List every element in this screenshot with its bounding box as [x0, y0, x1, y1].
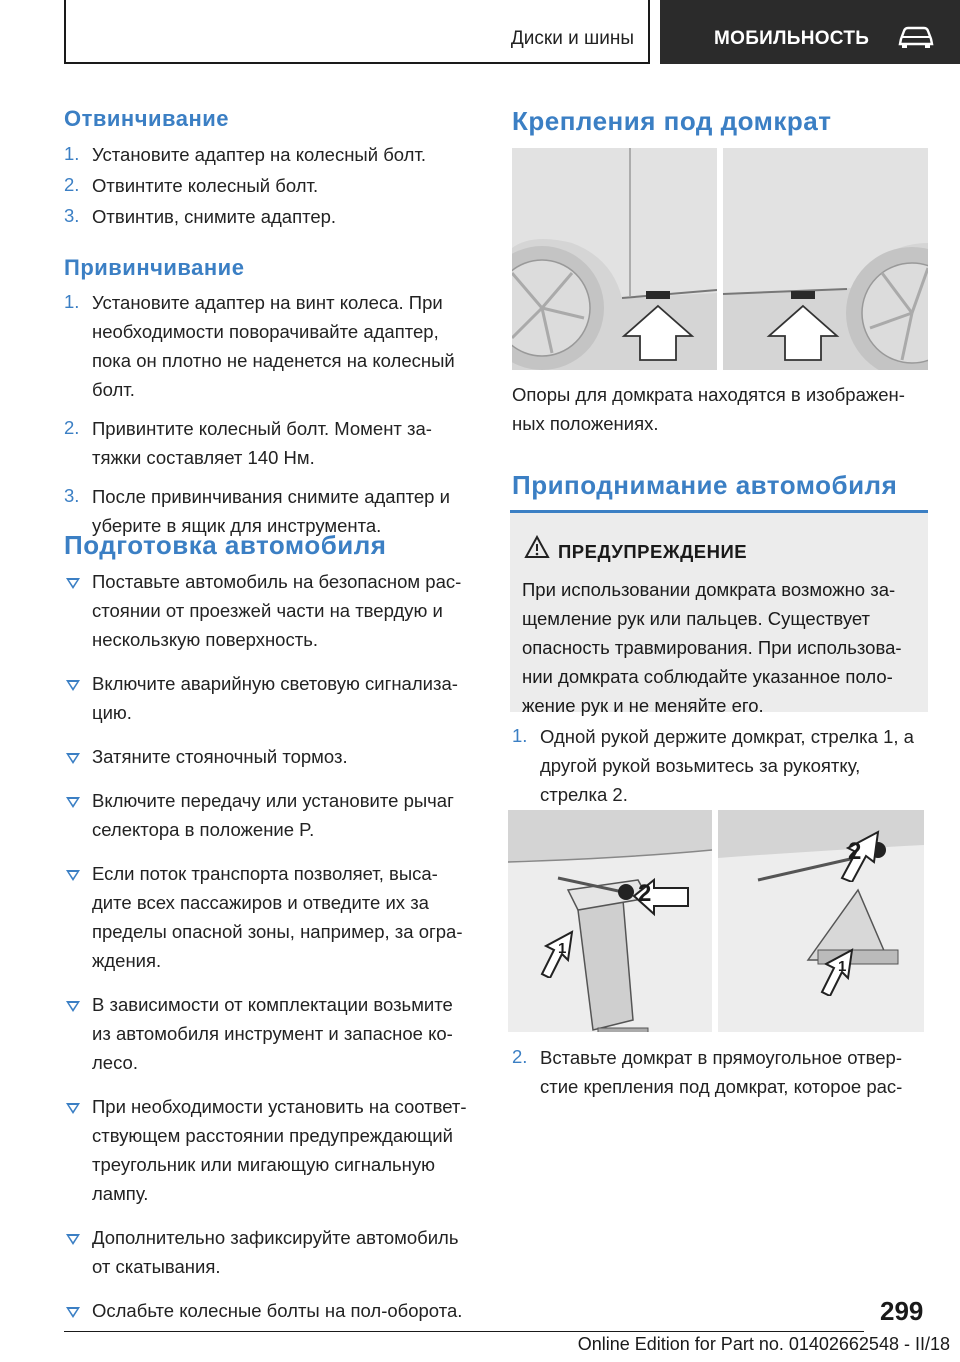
- caption-line: ных положениях.: [512, 413, 659, 434]
- bullet-text: дите всех пассажиров и отведите их за: [92, 892, 429, 913]
- warning-box: [510, 510, 928, 716]
- step-number: 2.: [64, 174, 80, 195]
- bullet-text: от скатывания.: [92, 1256, 221, 1277]
- bullet-triangle-icon: [66, 1001, 80, 1012]
- bullet-text: селектора в положение P.: [92, 819, 315, 840]
- step-number: 3.: [64, 485, 80, 506]
- step-text: стие крепления под домкрат, которое рас-: [540, 1076, 903, 1097]
- caption-line: Опоры для домкрата находятся в изображен-: [512, 384, 905, 405]
- header-section-label: Диски и шины: [510, 28, 634, 49]
- step-text: Отвинтив, снимите адаптер.: [92, 206, 337, 227]
- car-icon: [898, 26, 934, 48]
- step-number: 1.: [64, 143, 80, 164]
- screw-heading: Привинчивание: [64, 255, 245, 280]
- bullet-text: лесо.: [92, 1052, 138, 1073]
- bullet-text: Затяните стояночный тормоз.: [92, 746, 348, 767]
- step-text: После привинчивания снимите адаптер и: [92, 486, 450, 507]
- step-text: другой рукой возьмитесь за рукоятку,: [540, 755, 861, 776]
- warning-title: ПРЕДУПРЕЖДЕНИЕ: [558, 541, 748, 562]
- bullet-text: цию.: [92, 702, 132, 723]
- step-number: 2.: [512, 1046, 528, 1067]
- callout-1-right: 1: [838, 958, 847, 975]
- step-text: Установите адаптер на винт колеса. При: [92, 292, 443, 313]
- bullet-triangle-icon: [66, 1307, 80, 1318]
- step-number: 2.: [64, 417, 80, 438]
- bullet-text: Дополнительно зафиксируйте автомобиль: [92, 1227, 459, 1248]
- header-chapter-label: МОБИЛЬНОСТЬ: [714, 28, 870, 49]
- jack-points-heading: Крепления под домкрат: [512, 106, 832, 136]
- warning-line: При использовании домкрата возможно за-: [522, 579, 896, 600]
- bullet-text: из автомобиля инструмент и запасное ко-: [92, 1023, 453, 1044]
- bullet-triangle-icon: [66, 753, 80, 764]
- bullet-text: ждения.: [92, 950, 162, 971]
- step-text: пока он плотно не наденется на колесный: [92, 350, 455, 371]
- footer-rule: [64, 1331, 864, 1332]
- arrow-2-right: [838, 828, 890, 882]
- bullet-text: Если поток транспорта позволяет, выса-: [92, 863, 438, 884]
- step-text: тяжки составляет 140 Нм.: [92, 447, 315, 468]
- bullet-text: треугольник или мигающую сигнальную: [92, 1154, 435, 1175]
- bullet-text: ствующем расстоянии предупреждающий: [92, 1125, 453, 1146]
- bullet-triangle-icon: [66, 870, 80, 881]
- warning-line: щемление рук или пальцев. Существует: [522, 608, 871, 629]
- jack-points-illustration: [512, 148, 928, 370]
- bullet-triangle-icon: [66, 578, 80, 589]
- callout-2-left: 2: [638, 880, 652, 907]
- step-text: Привинтите колесный болт. Момент за-: [92, 418, 432, 439]
- step-text: Установите адаптер на колесный болт.: [92, 144, 427, 165]
- step-text: стрелка 2.: [540, 784, 628, 805]
- callout-1-left: 1: [558, 940, 567, 957]
- bullet-text: Включите передачу или установите рычаг: [92, 790, 454, 811]
- header-section-tab: [64, 0, 650, 64]
- bullet-text: лампу.: [92, 1183, 149, 1204]
- step-number: 3.: [64, 205, 80, 226]
- header-chapter-tab: [660, 0, 960, 64]
- jack-handling-illustration: [508, 810, 924, 1032]
- step-text: Одной рукой держите домкрат, стрелка 1, а: [540, 726, 914, 747]
- callout-2-right: 2: [848, 838, 862, 865]
- bullet-text: нескользкую поверхность.: [92, 629, 318, 650]
- warning-line: жение рук и не меняйте его.: [522, 695, 764, 716]
- step-text: болт.: [92, 379, 135, 400]
- bullet-triangle-icon: [66, 1103, 80, 1114]
- bullet-triangle-icon: [66, 1234, 80, 1245]
- warning-text: [522, 575, 926, 720]
- step-text: Вставьте домкрат в прямоугольное отвер-: [540, 1047, 902, 1068]
- prepare-heading: Подготовка автомобиля: [64, 530, 387, 560]
- bullet-triangle-icon: [66, 797, 80, 808]
- bullet-text: В зависимости от комплектации возьмите: [92, 994, 453, 1015]
- jack-points-svg: [512, 148, 928, 370]
- step-number: 1.: [64, 291, 80, 312]
- bullet-text: Ослабьте колесные болты на пол-оборота.: [92, 1300, 463, 1321]
- bullet-text: При необходимости установить на соответ-: [92, 1096, 467, 1117]
- bullet-text: Включите аварийную световую сигнализа-: [92, 673, 458, 694]
- bullet-text: Поставьте автомобиль на безопасном рас-: [92, 571, 462, 592]
- bullet-text: стоянии от проезжей части на твердую и: [92, 600, 443, 621]
- bullet-triangle-icon: [66, 680, 80, 691]
- footer-edition: Online Edition for Part no. 01402662548 - II/18: [577, 1334, 950, 1354]
- warning-line: нии домкрата соблюдайте указанное поло-: [522, 666, 893, 687]
- lifting-heading: Приподнимание автомобиля: [512, 470, 898, 500]
- step-text: уберите в ящик для инструмента.: [92, 515, 382, 536]
- step-number: 1.: [512, 725, 528, 746]
- step-text: Отвинтите колесный болт.: [92, 175, 319, 196]
- bullet-text: пределы опасной зоны, например, за огра-: [92, 921, 463, 942]
- page-number: 299: [880, 1296, 924, 1326]
- unscrew-heading: Отвинчивание: [64, 106, 230, 131]
- warning-triangle-icon: [524, 535, 550, 559]
- step-text: необходимости поворачивайте адаптер,: [92, 321, 439, 342]
- warning-line: опасность травмирования. При использова-: [522, 637, 902, 658]
